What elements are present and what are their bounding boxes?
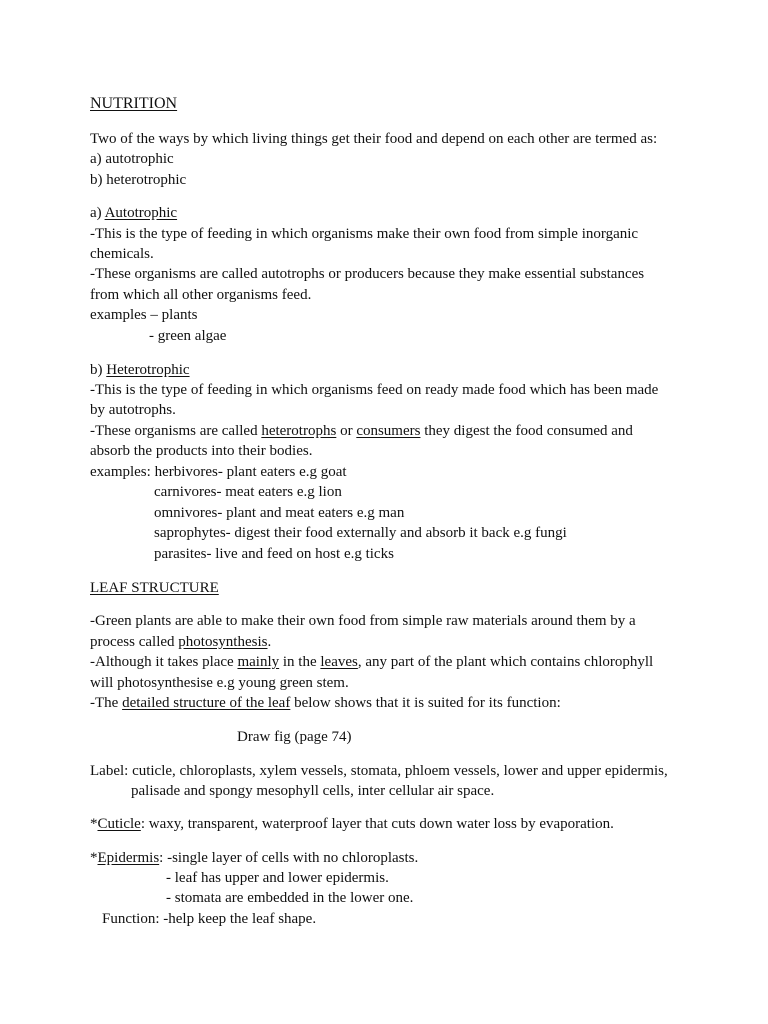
- autotrophic-prefix: a): [90, 205, 105, 221]
- leaf-paragraph-line: -Green plants are able to make their own food from simple raw materials around them by a: [90, 613, 636, 629]
- autotrophic-heading-text: Autotrophic: [104, 205, 178, 221]
- heterotrophic-example: carnivores- meat eaters e.g lion: [154, 484, 342, 500]
- label-line: palisade and spongy mesophyll cells, inter cellular air space.: [131, 783, 495, 799]
- leaves-term: leaves: [320, 654, 358, 670]
- epidermis-function: Function: -help keep the leaf shape.: [102, 911, 317, 927]
- autotrophic-example: examples – plants: [90, 307, 198, 323]
- epidermis-definition: [90, 848, 418, 868]
- autotrophic-line: -These organisms are called autotrophs or producers because they make essential substances: [90, 266, 645, 282]
- intro-line: Two of the ways by which living things get their food and depend on each other are termed as:: [90, 131, 658, 147]
- heterotrophic-line: [90, 421, 633, 441]
- cuticle-definition: [90, 814, 614, 834]
- epidermis-point: - leaf has upper and lower epidermis.: [166, 870, 389, 886]
- text-run: , any part of the plant which contains chlorophyll: [357, 654, 654, 670]
- epidermis-point: - stomata are embedded in the lower one.: [166, 890, 414, 906]
- epidermis-term: Epidermis: [97, 850, 160, 866]
- leaf-paragraph-line: [90, 632, 271, 652]
- heterotrophic-heading: [90, 360, 190, 380]
- bullet-star: *: [90, 850, 98, 866]
- heterotrophic-example: omnivores- plant and meat eaters e.g man: [154, 505, 405, 521]
- heterotrophic-line: absorb the products into their bodies.: [90, 443, 313, 459]
- text-run: : waxy, transparent, waterproof layer that cuts down water loss by evaporation.: [140, 816, 614, 832]
- text-run: .: [267, 634, 272, 650]
- text-run: below shows that it is suited for its function:: [290, 695, 561, 711]
- heterotrophic-example: parasites- live and feed on host e.g ticks: [154, 546, 394, 562]
- text-run: they digest the food consumed and: [420, 423, 633, 439]
- detailed-structure-term: detailed structure of the leaf: [122, 695, 291, 711]
- leaf-structure-heading: LEAF STRUCTURE: [90, 580, 219, 596]
- intro-option-b: b) heterotrophic: [90, 172, 187, 188]
- text-run: or: [336, 423, 357, 439]
- text-run: in the: [279, 654, 321, 670]
- heterotrophic-heading-text: Heterotrophic: [106, 362, 190, 378]
- label-line: Label: cuticle, chloroplasts, xylem vessels, stomata, phloem vessels, lower and upper epidermis,: [90, 763, 668, 779]
- heterotrophic-example: examples: herbivores- plant eaters e.g goat: [90, 464, 347, 480]
- text-run: -The: [90, 695, 123, 711]
- text-run: process called: [90, 634, 179, 650]
- leaf-paragraph-line: [90, 652, 653, 672]
- mainly-term: mainly: [237, 654, 280, 670]
- autotrophic-heading: [90, 203, 177, 223]
- bullet-star: *: [90, 816, 98, 832]
- intro-option-a: a) autotrophic: [90, 151, 174, 167]
- autotrophic-example: - green algae: [149, 328, 227, 344]
- autotrophic-line: chemicals.: [90, 246, 154, 262]
- text-run: : -single layer of cells with no chloroplasts.: [159, 850, 419, 866]
- autotrophic-line: from which all other organisms feed.: [90, 287, 312, 303]
- autotrophic-line: -This is the type of feeding in which organisms make their own food from simple inorganic: [90, 226, 639, 242]
- text-run: -Although it takes place: [90, 654, 238, 670]
- leaf-paragraph-line: will photosynthesise e.g young green stem.: [90, 675, 349, 691]
- heterotrophic-prefix: b): [90, 362, 107, 378]
- page-title: NUTRITION: [90, 95, 178, 112]
- leaf-paragraph-line: [90, 693, 561, 713]
- draw-figure-note: Draw fig (page 74): [237, 729, 352, 745]
- heterotrophs-term: heterotrophs: [261, 423, 337, 439]
- heterotrophic-line: by autotrophs.: [90, 402, 176, 418]
- consumers-term: consumers: [356, 423, 421, 439]
- photosynthesis-term: photosynthesis: [178, 634, 268, 650]
- cuticle-term: Cuticle: [97, 816, 141, 832]
- heterotrophic-line: -This is the type of feeding in which organisms feed on ready made food which has been made: [90, 382, 659, 398]
- heterotrophic-example: saprophytes- digest their food externally and absorb it back e.g fungi: [154, 525, 567, 541]
- text-run: -These organisms are called: [90, 423, 262, 439]
